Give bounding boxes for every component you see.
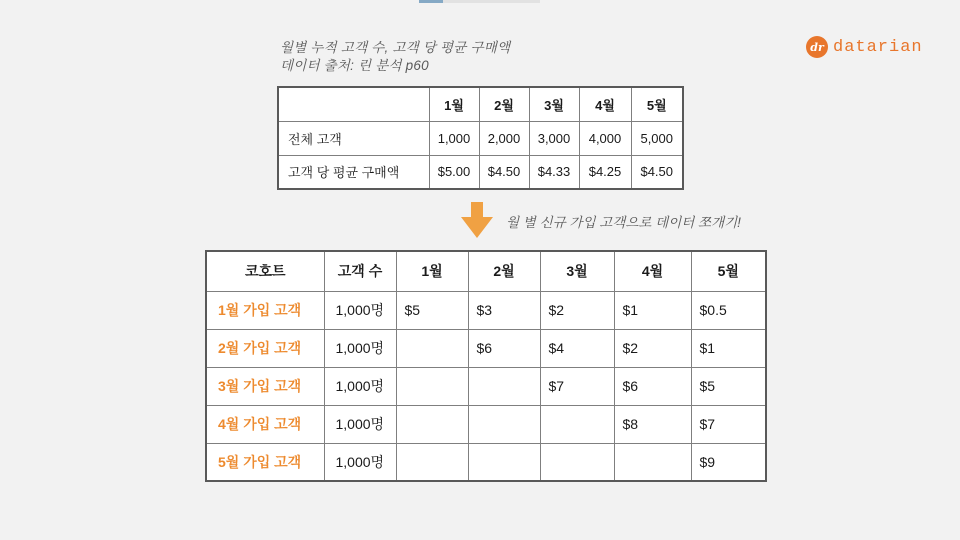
table-row xyxy=(278,155,683,189)
cell-value xyxy=(396,443,468,481)
column-header: 4월 xyxy=(579,87,631,121)
title-line-1: 월별 누적 고객 수, 고객 당 평균 구매액 xyxy=(280,40,511,55)
row-label: 고객 당 평균 구매액 xyxy=(278,155,429,189)
cohort-count: 1,000명 xyxy=(324,291,396,329)
cell-value xyxy=(468,367,540,405)
progress-bar-track xyxy=(443,0,540,3)
cell-value: $4.33 xyxy=(529,155,579,189)
cell-value xyxy=(396,329,468,367)
column-header: 고객 수 xyxy=(324,251,396,291)
column-header: 5월 xyxy=(691,251,766,291)
cell-value: $1 xyxy=(614,291,691,329)
column-header: 코호트 xyxy=(206,251,324,291)
slide-title xyxy=(280,39,510,75)
cell-value: $8 xyxy=(614,405,691,443)
cohort-label: 3월 가입 고객 xyxy=(206,367,324,405)
column-header: 1월 xyxy=(429,87,479,121)
cell-value xyxy=(614,443,691,481)
column-header: 1월 xyxy=(396,251,468,291)
cell-value xyxy=(540,405,614,443)
cell-value xyxy=(396,405,468,443)
cell-value: $5.00 xyxy=(429,155,479,189)
down-arrow-icon xyxy=(461,202,493,243)
cell-value: $4.50 xyxy=(631,155,683,189)
column-header: 2월 xyxy=(468,251,540,291)
cell-value: $4.25 xyxy=(579,155,631,189)
cohort-count: 1,000명 xyxy=(324,367,396,405)
cell-value: $2 xyxy=(540,291,614,329)
cohort-label: 4월 가입 고객 xyxy=(206,405,324,443)
progress-bar-filled xyxy=(419,0,443,3)
cell-value xyxy=(540,443,614,481)
cell-value: 1,000 xyxy=(429,121,479,155)
datarian-logo-icon: dr xyxy=(806,36,828,58)
cell-value: $1 xyxy=(691,329,766,367)
cell-value: $0.5 xyxy=(691,291,766,329)
progress-bar xyxy=(419,0,540,3)
column-header: 3월 xyxy=(529,87,579,121)
cohort-label: 5월 가입 고객 xyxy=(206,443,324,481)
summary-table xyxy=(277,86,684,190)
cell-value: $5 xyxy=(691,367,766,405)
cell-value xyxy=(396,367,468,405)
cell-value: 3,000 xyxy=(529,121,579,155)
cell-value: $7 xyxy=(540,367,614,405)
summary-header-row xyxy=(278,87,683,121)
column-header: 3월 xyxy=(540,251,614,291)
cell-value: $6 xyxy=(614,367,691,405)
table-row xyxy=(206,291,766,329)
cohort-header-row xyxy=(206,251,766,291)
datarian-logo-text: datarian xyxy=(833,37,923,57)
cell-value xyxy=(468,443,540,481)
table-row xyxy=(206,405,766,443)
table-row xyxy=(206,367,766,405)
title-line-2: 데이터 출처: 린 분석 p60 xyxy=(280,58,429,73)
row-label: 전체 고객 xyxy=(278,121,429,155)
cell-value: 4,000 xyxy=(579,121,631,155)
column-header: 4월 xyxy=(614,251,691,291)
cell-value: $4.50 xyxy=(479,155,529,189)
cohort-label: 1월 가입 고객 xyxy=(206,291,324,329)
cell-value: 5,000 xyxy=(631,121,683,155)
cell-value xyxy=(468,405,540,443)
column-header xyxy=(278,87,429,121)
column-header: 2월 xyxy=(479,87,529,121)
arrow-note: 월 별 신규 가입 고객으로 데이터 쪼개기! xyxy=(506,215,741,230)
table-row xyxy=(206,443,766,481)
cell-value: $3 xyxy=(468,291,540,329)
cell-value: $9 xyxy=(691,443,766,481)
datarian-logo xyxy=(806,36,923,58)
table-row xyxy=(278,121,683,155)
cohort-label: 2월 가입 고객 xyxy=(206,329,324,367)
cell-value: $2 xyxy=(614,329,691,367)
cohort-table xyxy=(205,250,767,482)
table-row xyxy=(206,329,766,367)
cell-value: $5 xyxy=(396,291,468,329)
cell-value: $7 xyxy=(691,405,766,443)
cohort-count: 1,000명 xyxy=(324,329,396,367)
cohort-count: 1,000명 xyxy=(324,405,396,443)
column-header: 5월 xyxy=(631,87,683,121)
cell-value: $4 xyxy=(540,329,614,367)
cell-value: $6 xyxy=(468,329,540,367)
cohort-count: 1,000명 xyxy=(324,443,396,481)
cell-value: 2,000 xyxy=(479,121,529,155)
